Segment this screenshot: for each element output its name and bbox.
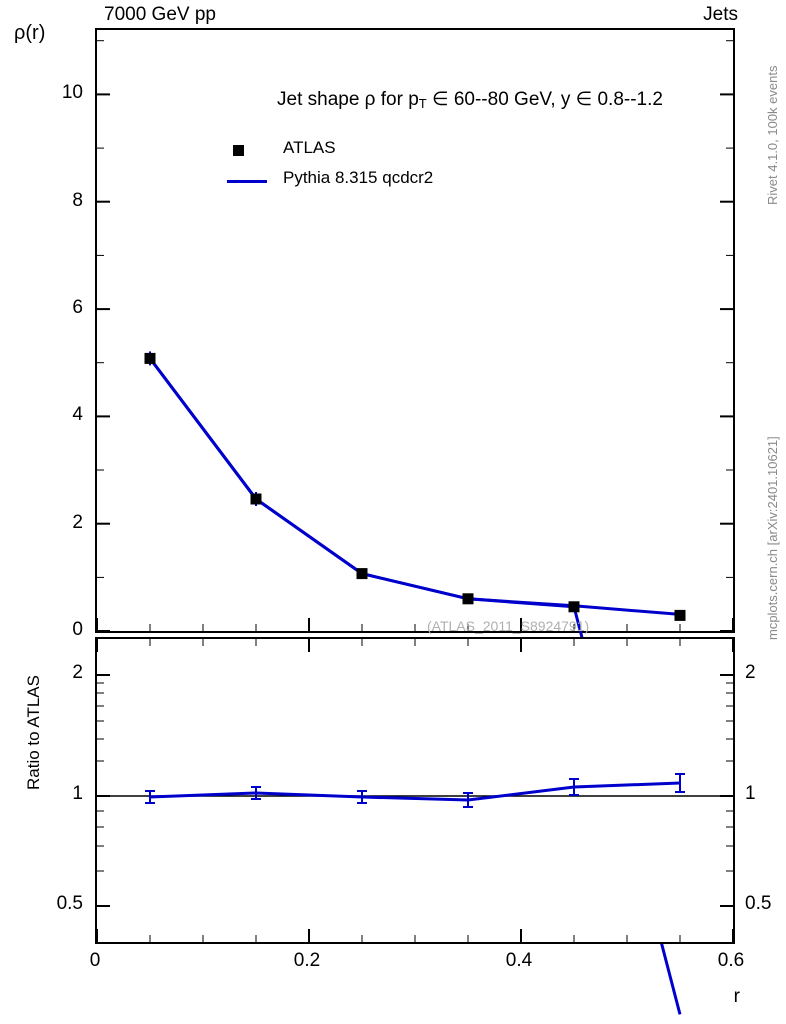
header-analysis-label: Jets (703, 4, 738, 25)
main-plot-panel (95, 28, 735, 633)
xtick-0: 0 (89, 950, 101, 971)
main-ytick-4: 4 (72, 404, 83, 425)
plot-title-sub: T (418, 96, 427, 111)
ratio-ytick-2: 2 (72, 662, 83, 683)
plot-title (277, 88, 663, 111)
ratio-y-minorticks-right (726, 683, 733, 871)
xtick-0p4: 0.4 (505, 950, 533, 971)
analysis-id-watermark: (ATLAS_2011_S8924791) (427, 618, 590, 634)
xtick-0p6: 0.6 (717, 950, 745, 971)
header-beam-label: 7000 GeV pp (104, 4, 216, 25)
main-ytick-2: 2 (72, 512, 83, 533)
ratio-ytick-0p5: 0.5 (56, 893, 83, 914)
ratio-plot-svg (97, 639, 733, 942)
mc-curve-main-visible (150, 358, 680, 614)
ratio-y-minorticks-left (97, 683, 104, 871)
plot-title-post: ∈ 60--80 GeV, y ∈ 0.8--1.2 (426, 89, 663, 110)
x-axis-title: r (733, 986, 740, 1007)
ratio-x-ticks (97, 639, 733, 942)
data-markers-main (145, 353, 686, 621)
ratio-error-bars (150, 774, 680, 807)
xtick-0p2: 0.2 (293, 950, 321, 971)
data-error-bars-main (150, 351, 680, 619)
plot-title-pre: Jet shape ρ for p (277, 89, 419, 110)
ratio-ytick-right-2: 2 (745, 662, 756, 683)
ratio-plot-panel (95, 637, 735, 944)
legend-square-marker-icon (233, 145, 244, 156)
ratio-y-axis-title: Ratio to ATLAS (24, 675, 43, 790)
ratio-curve (150, 783, 680, 800)
main-ytick-0: 0 (72, 619, 83, 640)
ratio-ytick-right-1: 1 (745, 783, 756, 804)
main-ytick-8: 8 (72, 190, 83, 211)
ratio-x-minorticks (150, 639, 680, 942)
source-reference-caption: mcplots.cern.ch [arXiv:2401.10621] (765, 436, 780, 640)
main-y-axis-title: ρ(r) (14, 22, 46, 44)
legend-line-marker-icon (227, 180, 267, 183)
main-plot-svg (97, 30, 733, 631)
main-x-minorticks (150, 624, 680, 631)
rivet-version-caption: Rivet 4.1.0, 100k events (765, 65, 780, 205)
ratio-ytick-1: 1 (72, 783, 83, 804)
legend-label-atlas: ATLAS (283, 138, 336, 157)
legend-label-pythia: Pythia 8.315 qcdcr2 (283, 168, 434, 187)
ratio-error-caps (145, 774, 685, 807)
ratio-ytick-right-0p5: 0.5 (745, 893, 772, 914)
main-ytick-6: 6 (72, 297, 83, 318)
main-ytick-10: 10 (61, 82, 83, 103)
